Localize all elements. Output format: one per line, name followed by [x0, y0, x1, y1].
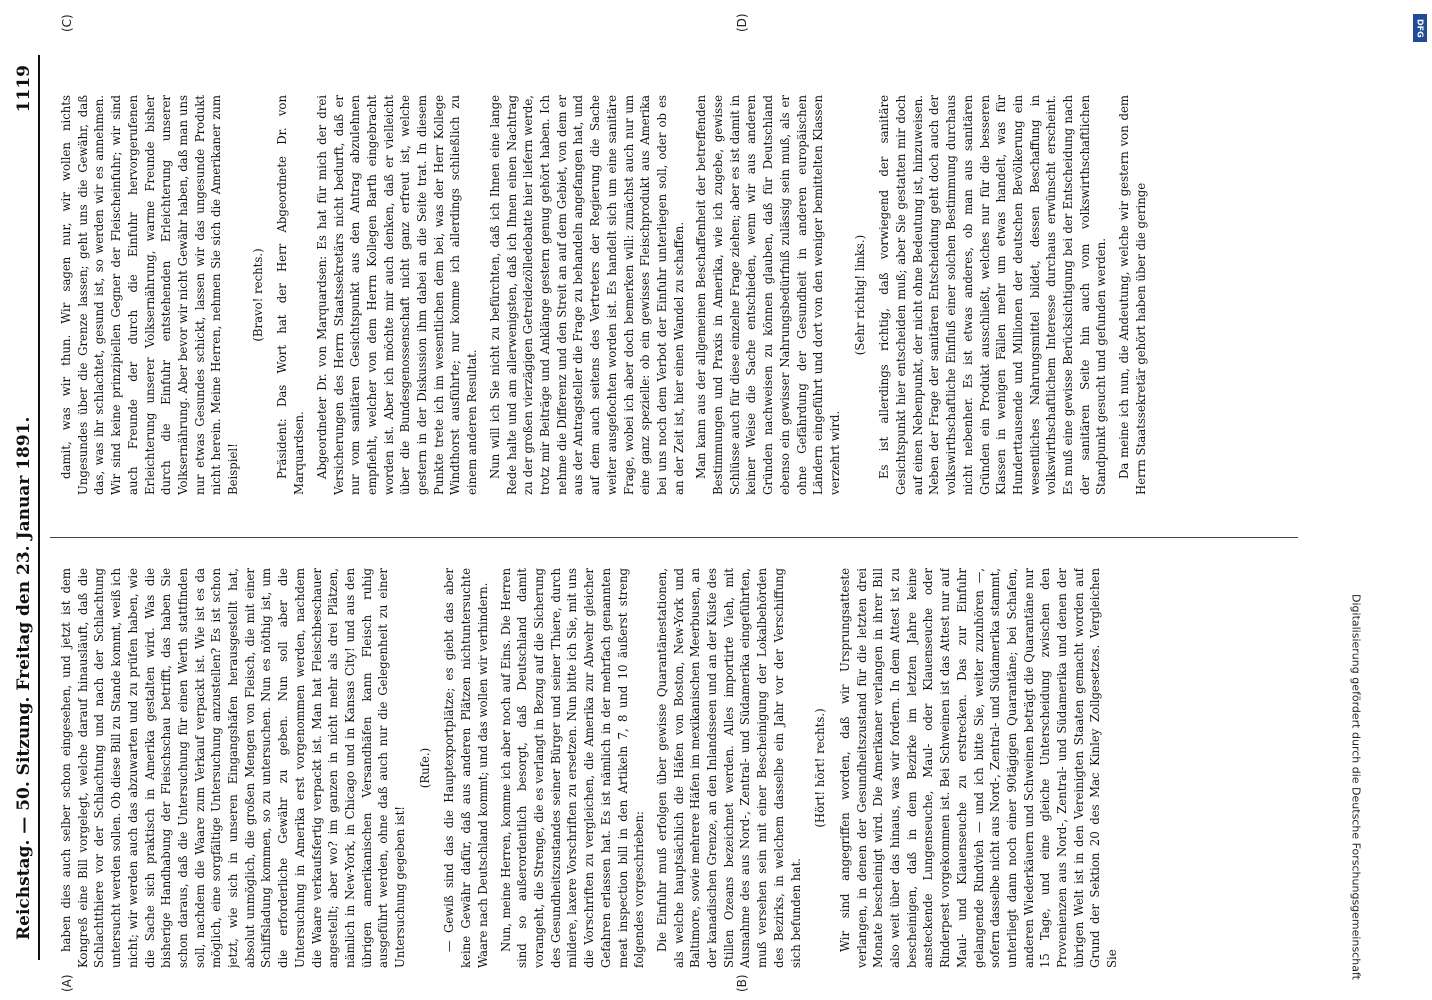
- interjection: (Bravo! rechts.): [250, 248, 265, 342]
- paragraph: Die Einfuhr muß erfolgen über gewisse Quarantänestationen, als welche hauptsächlich die Häfen von Boston, New-York und Baltimore, sowie mehrere Häfen im mexikanischen Meerbusen, an der kanadischen Grenze, an den Inlandsseen und an der Küste des Stillen Ozeans bezeichnet werden. Alles importirte Vieh, mit Ausnahme des aus Nord-, Zentral- und Südamerika eingeführten, muß versehen sein mit einer Bescheinigung der Lokalbehörden des Bezirks, in welchem dasselbe ein Jahr vor der Verschiffung sich befunden hat.: [654, 568, 803, 968]
- left-text-column: [58, 568, 1294, 968]
- paragraph: — Gewiß sind das die Hauptexportplätze; es giebt das aber keine Gewähr dafür, daß aus anderen Plätzen nichtuntersuchte Waare nach Deutschland kommt; und das wollen wir verhindern.: [442, 568, 490, 968]
- interjection: (Rufe.): [417, 747, 432, 789]
- margin-marker-b: (B): [735, 974, 749, 992]
- digitization-credit: Digitalisierung gefördert durch die Deutsche Forschungsgemeinschaft: [1349, 594, 1363, 980]
- right-text-column: [58, 95, 1298, 495]
- paragraph: Präsident: Das Wort hat der Herr Abgeordnete Dr. von Marquardsen.: [275, 95, 307, 495]
- page-header: [10, 55, 40, 960]
- page-number: 1119: [14, 65, 34, 113]
- paragraph: haben dies auch selber schon eingesehen, und jetzt ist dem Kongreß eine Bill vorgelegt, welche darauf hinausläuft, daß die Schlachtthiere vor der Schlachtung und nach der Schlachtung untersucht werden sollen. Ob diese Bill zu Stande kommt, weiß ich nicht; wir werden auch das abzuwarten und zu prüfen haben, wie die Sache sich praktisch in Amerika gestalten wird. Was die bisherige Handhabung der Fleischschau betrifft, das haben Sie schon daraus, daß die Untersuchung für einen Werth stattfinden soll, nachdem die Waare zum Verkauf verpackt ist. Wie ist es da möglich, eine sorgfältige Untersuchung anzustellen? Es ist schon jetzt, wie sich in unseren Eingangshäfen herausgestellt hat, absolut unmöglich, die großen Mengen von Fleisch, die mit einer Schiffsladung kommen, so zu untersuchen. Nun es nöthig ist, um die erforderliche Gewähr zu geben. Nun soll aber die Untersuchung in Amerika erst vorgenommen werden, nachdem die Waare verkaufsfertig verpackt ist. Man hat Fleischbeschauer angestellt; aber wo? im ganzen in nicht mehr als drei Plätzen, nämlich in New-York, in Chicago und in Kansas City! und aus den übrigen amerikanischen Versandhäfen kann Fleisch ruhig ausgeführt werden, ohne daß auch nur die Gelegenheit zu einer Untersuchung gegeben ist!: [59, 568, 408, 968]
- paragraph: Da meine ich nun, die Andeutung, welche wir gestern von dem Herrn Staatssekretär gehört haben über die geringe: [1117, 95, 1148, 495]
- interjection: (Sehr richtig! links.): [852, 234, 867, 356]
- paragraph: Wir sind angegriffen worden, daß wir Ursprungsatteste verlangen, in denen der Gesundheitszustand für die letzten drei Monate bescheinigt wird. Die Amerikaner verlangen in ihrer Bill also weit über das hinaus, was wir fordern. In dem Attest ist zu bescheinigen, daß in dem Bezirke im letzten Jahre keine ansteckende Lungenseuche, Maul- oder Klauenseuche oder Rinderpest vorgekommen ist. Bei Schweinen ist das Attest nur auf Maul- und Klauenseuche zu erstrecken. Das zur Einfuhr gelangende Rindvieh — und ich bitte Sie, weiter zuzuhören —, sofern dasselbe nicht aus Nord-, Zentral- und Südamerika stammt, unterliegt dann noch einer 90tägigen Quarantäne; bei Schafen, anderen Wiederkäuern und Schweinen beträgt die Quarantäne nur 15 Tage, und eine gleiche Unterscheidung zwischen den Provenienzen aus Nord-, Zentral- und Südamerika und denen der übrigen Welt ist in den Vereinigten Staaten gemacht worden auf Grund der Sektion 20 des Mac Kinley Zollgesetzes. Vergleichen Sie: [837, 568, 1120, 968]
- header-title: Reichstag. — 50. Sitzung. Freitag den 23. Januar 1891.: [14, 416, 34, 940]
- interjection: (Hört! hört! rechts.): [813, 708, 828, 828]
- paragraph: damit, was wir thun. Wir sagen nur, wir wollen nichts Ungesundes über die Grenze lassen; geht uns die Gewähr, daß das, was ihr schlachtet, gesund ist, so werden wir es annehmen. Wir sind keine prinzipiellen Gegner der Fleischeinfuhr; wir sind auch Freunde der durch die Einfuhr hervorgerufenen Erleichterung unserer Volksernährung, warme Freunde bisher durch die Einfuhr entstehenden Erleichterung unserer Volksernährung. Aber bevor wir nicht Gewähr haben, daß man uns nur etwas Gesundes schickt, lassen wir das ungesunde Produkt nicht herein. Meine Herren, nehmen Sie sich die Amerikaner zum Beispiel!: [59, 95, 241, 495]
- paragraph: Nun will ich Sie nicht zu befürchten, daß ich Ihnen eine lange Rede halte und am allerwenigsten, daß ich Ihnen einen Nachtrag zu der großen vierzägigen Getreidezölledebatte hier liefern werde, trotz mir Beiträge und Anklänge gestern genug gehört haben. Ich nehme die Differenz und den Streit an auf dem Gebiet, von dem er aus der Antragsteller die Frage zu behandeln angefangen hat, und auf dem auch seitens des Vertreters der Regierung die Sache weiter ausgefochten worden ist. Es handelt sich um eine sanitäre Frage, wobei ich aber doch bemerken will: zunächst auch nur um eine ganz spezielle: ob ein gewisses Fleischprodukt aus Amerika bei uns noch dem Verbot der Einfuhr unterliegen soll, oder ob es an der Zeit ist, hier einen Wandel zu schaffen.: [487, 95, 686, 495]
- paragraph: Nun, meine Herren, komme ich aber noch auf Eins. Die Herren sind so außerordentlich besorgt, daß Deutschland damit vorangeht, die Strenge, die es verlangt in Bezug auf die Sicherung des Gesundheitszustandes seiner Bürger und seiner Thiere, durch mildere, laxere Vorschriften zu ersetzen. Nun bitte ich Sie, mit uns die Vorschriften zu vergleichen, die Amerika zur Abwehr gleicher Gefahren erlassen hat. Es ist nämlich in der mehrfach genannten meat inspection bill in den Artikeln 7, 8 und 10 äußerst streng folgendes vorgeschrieben:: [498, 568, 647, 968]
- paragraph: Abgeordneter Dr. von Marquardsen: Es hat für mich der drei Versicherungen des Herrn Staatssekretärs nicht bedurft, daß er nur vom sanitären Gesichtspunkt aus den Antrag abzulehnen empfiehlt, welcher von dem Herrn Kollegen Barth eingebracht worden ist. Aber ich möchte mir auch denken, daß er vielleicht über die Bundesgenossenschaft nicht ganz erfreut ist, welche gestern in der Diskussion ihm dabei an die Seite trat. In diesem Punkte trete ich im wesentlichen dem bei, was der Herr Kollege Windthorst ausführte; nur komme ich allerdings schließlich zu einem anderen Resultat.: [314, 95, 480, 495]
- margin-marker-d: (D): [735, 13, 749, 32]
- column-divider: [50, 537, 1298, 538]
- margin-marker-a: (A): [60, 974, 74, 992]
- paragraph: Es ist allerdings richtig, daß vorwiegend der sanitäre Gesichtspunkt hier entscheiden muß; aber Sie gestatten mir doch auf einen Nebenpunkt, der nicht ohne Bedeutung ist, hinzuweisen. Neben der Frage der sanitären Entscheidung geht doch auch der volkswirthschaftliche Einfluß einer solchen Bestimmung durchaus nicht nebenher. Es ist etwas anderes, ob man aus sanitären Gründen ein Produkt ausschließt, welches nur für die besseren Klassen in wenigen Fällen mehr um etwas handelt, was für Hunderttausende und Millionen der deutschen Bevölkerung ein wesentliches Nahrungsmittel bildet, dessen Beschaffung in volkswirthschaftlichem Interesse durchaus erwünscht erscheint. Es muß eine gewisse Berücksichtigung bei der Entscheidung nach der sanitären Seite hin auch vom volkswirthschaftlichen Standpunkt gesucht und gefunden werden.: [877, 95, 1109, 495]
- margin-marker-c: (C): [60, 14, 74, 32]
- dfg-logo: DFG: [1413, 14, 1427, 42]
- paragraph: Man kann aus der allgemeinen Beschaffenheit der betreffenden Bestimmungen und Praxis in Amerika, wie ich zugebe, gewisse Schlüsse auch für diese einzelne Frage ziehen; aber es ist damit in keiner Weise die Sache entschieden, wenn wir aus anderen Gründen nachweisen zu können glauben, daß für Deutschland ebenso ein gewisser Nahrungsbedürfniß zulässig sein muß, als er ohne Gefährdung der Gesundheit in anderen europäischen Ländern eingeführt und dort von den weniger bemittelten Klassen verzehrt wird.: [694, 95, 842, 495]
